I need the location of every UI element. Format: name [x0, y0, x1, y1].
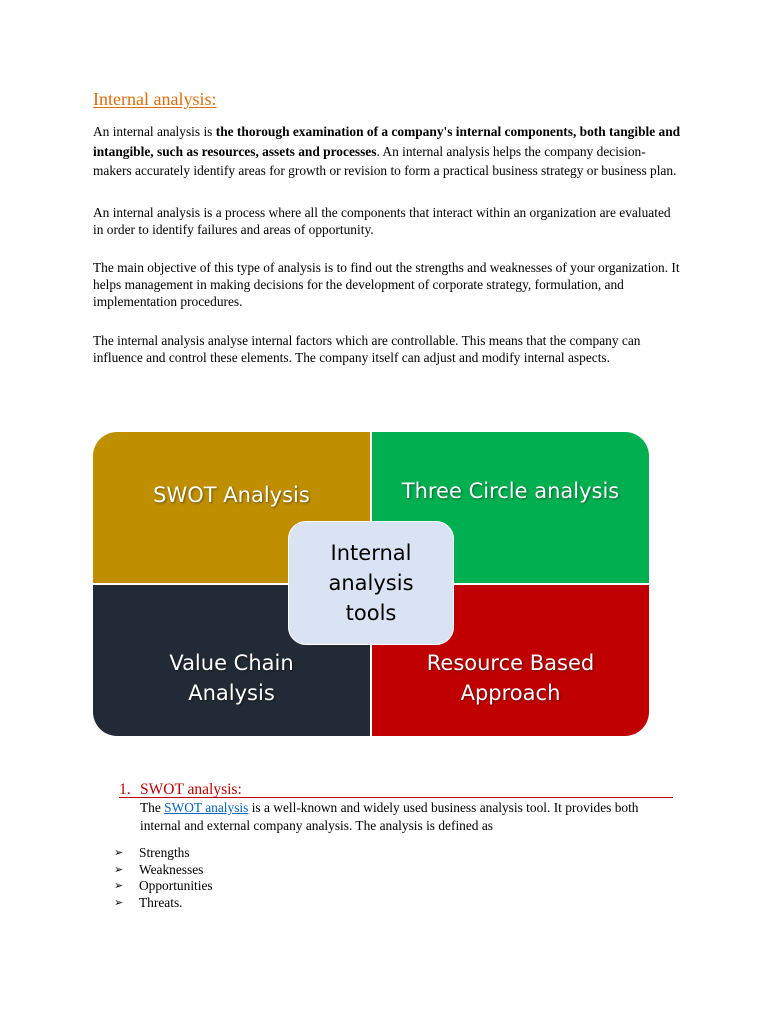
center-box	[288, 521, 454, 645]
list-item-label: Opportunities	[139, 878, 213, 893]
page-heading: Internal analysis:	[93, 89, 217, 109]
arrow-bullet-icon: ➢	[114, 862, 124, 876]
quadrant-swot-label: SWOT Analysis	[153, 483, 310, 507]
arrow-bullet-icon: ➢	[114, 879, 124, 892]
arrow-bullet-icon: ➢	[114, 895, 124, 909]
center-box-label: Internal analysis tools	[328, 541, 414, 625]
swot-paragraph	[140, 799, 680, 835]
intro-text-bold: the thorough examination of a company's internal components, both tangible and intangible, such as resources, assets and processes	[93, 124, 681, 159]
list-item	[114, 862, 213, 879]
arrow-bullet-icon: ➢	[114, 846, 124, 859]
swot-analysis-link[interactable]: SWOT analysis	[164, 800, 249, 815]
list-item-label: Threats.	[139, 894, 183, 910]
swot-bullet-list	[114, 845, 213, 911]
swot-section-title-text: SWOT analysis:	[140, 781, 242, 798]
objective-paragraph: The main objective of this type of analysis is to find out the strengths and weaknesses of your organization. It helps management in making decisions for the development of corporate strategy, formulation, and implementation procedures.	[93, 260, 680, 309]
list-item	[114, 895, 213, 912]
controllable-paragraph: The internal analysis analyse internal factors which are controllable. This means that the company can influence and control these elements. The company itself can adjust and modify internal aspects.	[93, 333, 641, 365]
quadrant-three-circle-label: Three Circle analysis	[401, 479, 620, 503]
swot-section-number: 1.	[119, 781, 131, 798]
intro-text-end: . An internal analysis helps the company decision-makers accurately identify areas for growth or revision to form a practical business strategy or business plan.	[93, 143, 677, 178]
list-item	[114, 845, 213, 862]
swot-section-title	[119, 780, 673, 798]
list-item	[114, 878, 213, 895]
quadrant-value-chain-label: Value Chain Analysis	[169, 651, 294, 705]
process-paragraph: An internal analysis is a process where all the components that interact within an organization are evaluated in order to identify failures and areas of opportunity.	[93, 205, 671, 237]
swot-text-end: is a well-known and widely used business analysis tool. It provides both internal and external company analysis. The analysis is defined as	[140, 800, 639, 833]
list-item-label: Weaknesses	[139, 861, 204, 877]
list-item-label: Strengths	[139, 845, 190, 860]
intro-text-start: An internal analysis is	[93, 124, 216, 139]
intro-paragraph	[93, 122, 683, 181]
swot-text-start: The	[140, 800, 165, 815]
quadrant-resource-based-label: Resource Based Approach	[426, 651, 595, 705]
